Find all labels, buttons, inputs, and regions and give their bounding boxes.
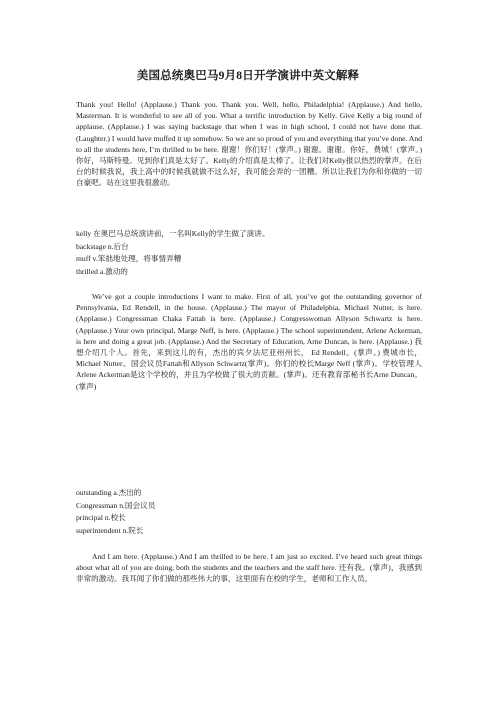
vocab-item: superintendent n.院长 <box>76 525 144 535</box>
paragraph-section-3 <box>76 551 422 585</box>
vocabulary-list-2 <box>76 487 155 537</box>
paragraph-section-2 <box>76 291 422 392</box>
vocab-item: Congressman n.国会议员 <box>76 500 156 510</box>
english-paragraph <box>76 291 422 392</box>
english-text: Thank you! Hello! (Applause.) Thank you. Thank you. Well, hello, Philadelphia! (Applause.) And hello, Masterman. It is wonderful to see all of you. What a terrific introduction by Kelly. Give Kelly a big round of applause. (Applause.) I was saying backstage that when I was in high school, I could not have done that. (Laughter.) I would have muffed it up somehow. So we are so proud of you and everything that you’ve done. And to all the students here, I’m thrilled to be here. <box>76 100 422 154</box>
english-paragraph <box>76 551 422 585</box>
chinese-text: 谢谢！你们好！(掌声。) 谢谢。谢谢。你好，费城！(掌声。) 你好，马斯特曼。见到你们真是太好了。Kelly的介绍真是太棒了。让我们对Kelly报以热烈的掌声。在后台的时候我说，我上高中的时候我就做不这么好，我可能会弄的一团糟。所以让我们为你和你做的一切自豪吧。站在这里我很激动。 <box>76 144 422 188</box>
vocab-item: muff v.笨拙地处理，将事情弄糟 <box>76 254 182 264</box>
page-title: 美国总统奥巴马9月8日开学演讲中英文解释 <box>136 70 360 82</box>
vocab-item: outstanding a.杰出的 <box>76 488 142 497</box>
english-paragraph <box>76 99 422 189</box>
paragraph-section-1 <box>76 99 422 189</box>
vocab-item: principal n.校长 <box>76 513 126 523</box>
chinese-text: 还有我。(掌声)，我感到非常的激动。我耳闻了你们做的那些伟大的事，这里面有在校的学生，老师和工作人员。 <box>76 563 423 584</box>
vocab-item: thrilled a.激动的 <box>76 266 128 276</box>
english-text: We’ve got a couple introductions I want to make. First of all, you’ve got the outstanding governor of Pennsylvania, Ed Rendell, in the house. (Applause.) The mayor of Philadelphia, Michael Nutter, is here. (Applause.) Congressman Chaka Fattah is here. (Applause.) Congresswoman Allyson Schwartz is here. (Applause.) Your own principal, Marge Neff, is here. (Applause.) The school superintendent, Arlene Ackerman, is here and doing a great job. (Applause.) And the Secretary of Education, Arne Duncan, is here. (Applause.) <box>76 292 422 346</box>
vocabulary-list-1 <box>76 228 269 278</box>
vocab-item: backstage n.后台 <box>76 241 129 251</box>
vocab-item: kelly 在奥巴马总统演讲前，一名叫Kelly的学生做了演讲。 <box>76 229 270 238</box>
chinese-text: 我想介绍几个人。首先，来到这儿的有，杰出的宾夕法尼亚州州长， Ed Rendell。(掌声。) 费城市长，Michael Nutter。国会议员Fattah和Allyson Schwartz(掌声)。你们的校长Marge Neff (掌声)。学校管理人Arlene Ackerman是这个学校的，并且为学校做了很大的贡献。(掌声)。还有教育部秘书长Arne Duncan。(掌声) <box>76 336 422 391</box>
english-text: And I am here. (Applause.) And I am thrilled to be here. I am just so excited. I’ve heard such great things about what all of you are doing, both the students and the teachers and the staff here. <box>76 552 422 573</box>
